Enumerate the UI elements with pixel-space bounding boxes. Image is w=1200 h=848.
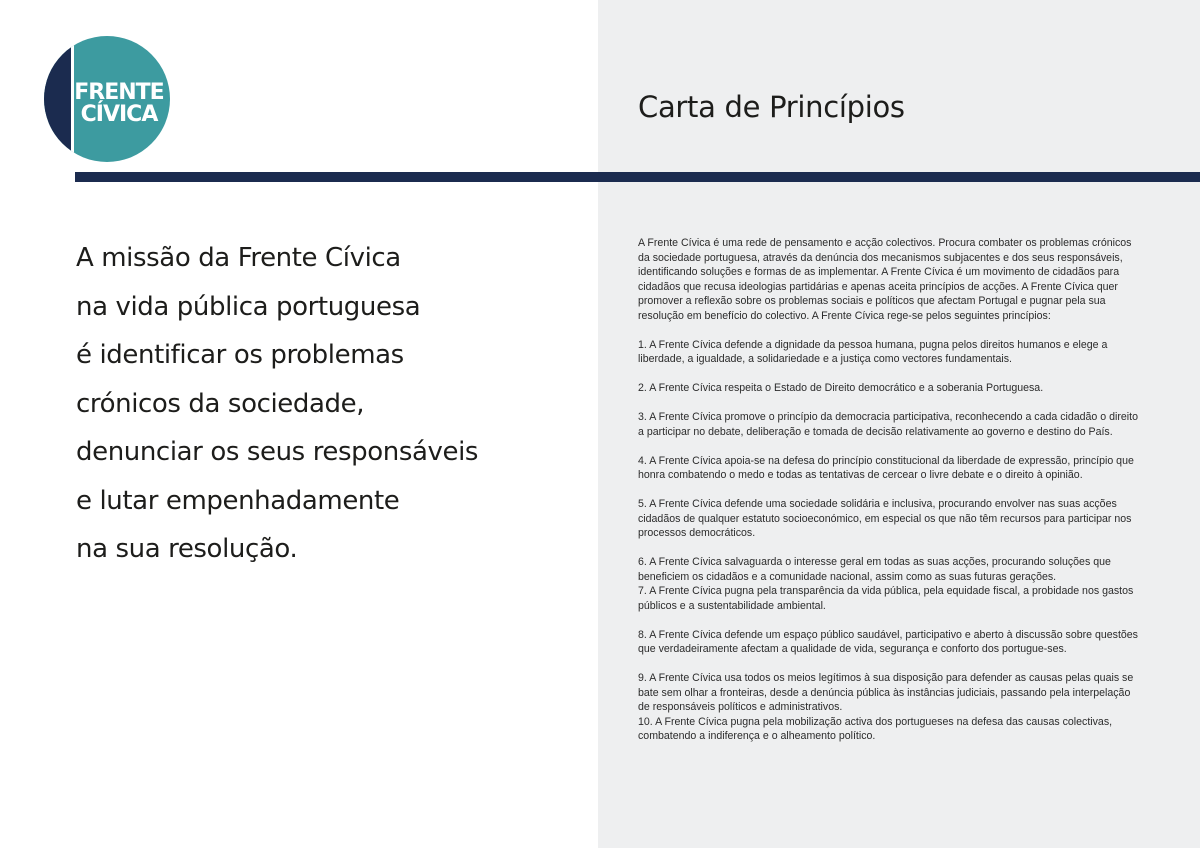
page-title: Carta de Princípios [638,90,905,124]
logo-line-1: FRENTE [74,80,164,105]
principle-5: 5. A Frente Cívica defende uma sociedade solidária e inclusiva, procurando envolver nas suas acções cidadãos de qualquer estatuto socioeconómico, em especial os que não têm recursos para participar nos processos democráticos. [638,498,1132,539]
principle-3: 3. A Frente Cívica promove o princípio da democracia participativa, reconhecendo a cada cidadão o direito a participar no debate, deliberação e tomada de decisão relativamente ao governo e destino do País. [638,411,1138,438]
principle-8: 8. A Frente Cívica defende um espaço público saudável, participativo e aberto à discussão sobre questões que verdadeiramente afectam a qualidade de vida, segurança e conforto dos portugue-ses. [638,628,1138,655]
mission-line: denunciar os seus responsáveis [76,437,479,467]
mission-line: na vida pública portuguesa [76,291,421,322]
mission-line: e lutar empenhadamente [76,485,400,516]
mission-statement [76,234,576,574]
mission-line: é identificar os problemas [76,340,404,370]
principle-4: 4. A Frente Cívica apoia-se na defesa do princípio constitucional da liberdade de expressão, princípio que honra combatendo o medo e todas as tentativas de cercear o livre debate e o direito à opinião. [638,454,1134,481]
principle-7: 7. A Frente Cívica pugna pela transparência da vida pública, pela equidade fiscal, a probidade nos gastos públicos e a sustentabilidade ambiental. [638,585,1134,612]
frente-civica-logo [44,36,170,162]
logo-wordmark [68,82,170,126]
principle-1: 1. A Frente Cívica defende a dignidade da pessoa humana, pugna pelos direitos humanos e elege a liberdade, a igualdade, a solidariedade e a justiça como vectores fundamentais. [638,338,1108,365]
mission-line: crónicos da sociedade, [76,388,365,419]
principles-body [638,236,1144,758]
principle-2: 2. A Frente Cívica respeita o Estado de Direito democrático e a soberania Portuguesa. [638,382,1044,394]
mission-line: A missão da Frente Cívica [76,243,401,273]
logo-line-2: CÍVICA [80,102,158,127]
principle-6: 6. A Frente Cívica salvaguarda o interesse geral em todas as suas acções, procurando soluções que beneficiem os cidadãos e a comunidade nacional, assim como as suas futuras gerações. [638,556,1111,583]
intro-paragraph: A Frente Cívica é uma rede de pensamento e acção colectivos. Procura combater os problemas crónicos da sociedade portuguesa, através da denúncia dos mecanismos subjacentes e dos seus responsáveis, identificando soluções e formas de as implementar. A Frente Cívica é um movimento de cidadãos para cidadãos que recusa ideologias partidárias e apenas aceita princípios de acções. A Frente Cívica quer promover a reflexão sobre os problemas sociais e políticos que afectam Portugal e pugnar pela sua resolução em benefício do colectivo. A Frente Cívica rege-se pelos seguintes princípios: [638,237,1132,322]
header-divider-bar [75,172,1200,182]
mission-line: na sua resolução. [76,534,298,564]
principle-9: 9. A Frente Cívica usa todos os meios legítimos à sua disposição para defender as causas pelas quais se bate sem olhar a fronteiras, desde a denúncia pública às instâncias judiciais, passando pela interpelação de responsáveis políticos e administrativos. [638,672,1134,713]
principle-10: 10. A Frente Cívica pugna pela mobilização activa dos portugueses na defesa das causas colectivas, combatendo a indiferença e o alheamento político. [638,715,1113,742]
